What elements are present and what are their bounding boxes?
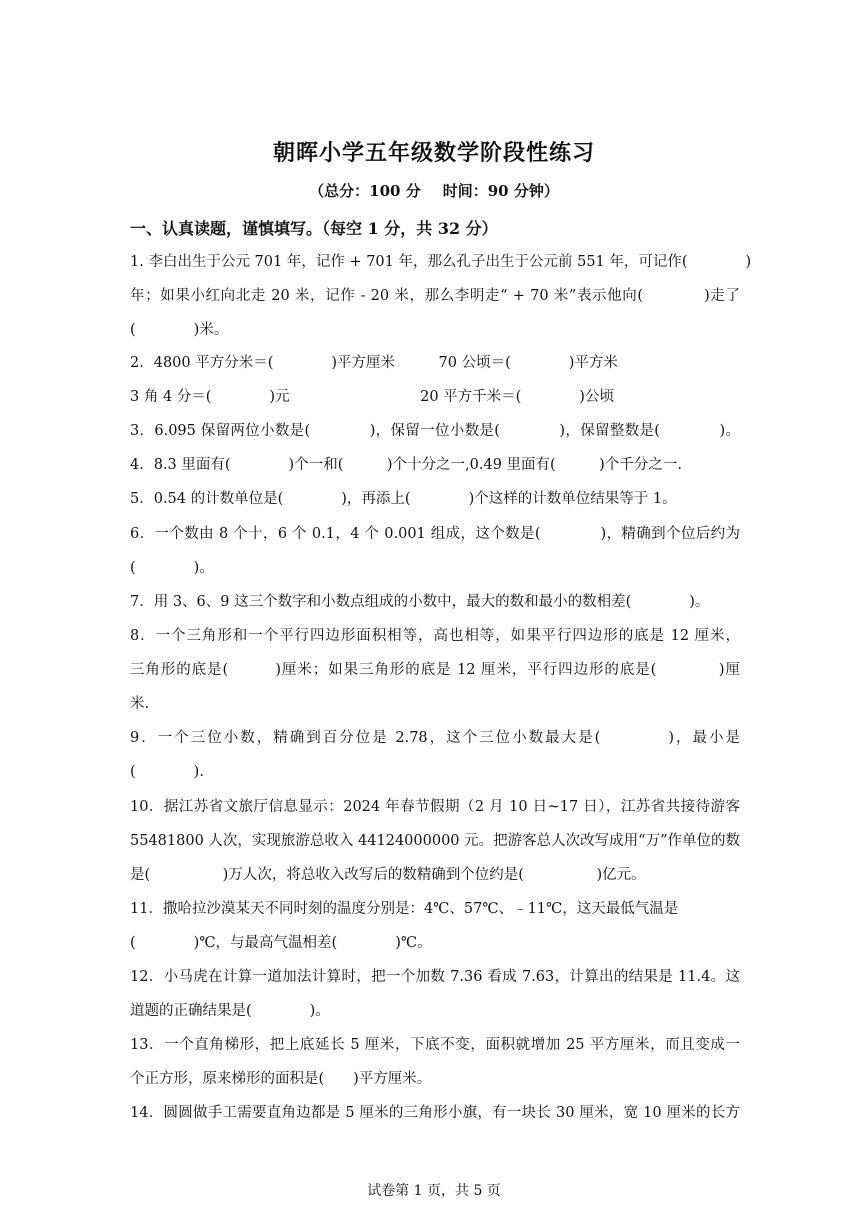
question-line: 三角形的底是( )厘米；如果三角形的底是 12 厘米，平行四边形的底是( )厘 xyxy=(130,662,740,678)
question-line: 3．6.095 保留两位小数是( )，保留一位小数是( )，保留整数是( )。 xyxy=(130,423,740,439)
question-line: 4．8.3 里面有( )个一和( )个十分之一,0.49 里面有( )个千分之一. xyxy=(130,457,682,473)
time-limit: 时间：90 分钟） xyxy=(442,182,559,200)
question-line: 1. 李白出生于公元 701 年，记作 + 701 年，那么孔子出生于公元前 551 年，可记作( ) xyxy=(130,254,752,270)
question-line: 9．一个三位小数，精确到百分位是 2.78，这个三位小数最大是( )，最小是 xyxy=(130,730,740,746)
section-heading: 一、认真读题，谨慎填写。（每空 1 分，共 32 分） xyxy=(130,219,498,238)
question-line: 2．4800 平方分米＝( )平方厘米 70 公顷＝( )平方米 xyxy=(130,355,618,371)
total-score: （总分：100 分 xyxy=(309,182,421,200)
question-line: 11．撒哈拉沙漠某天不同时刻的温度分别是：4℃、57℃、﹣11℃，这天最低气温是 xyxy=(130,901,679,917)
question-line: 10．据江苏省文旅厅信息显示：2024 年春节假期（2 月 10 日~17 日），江苏省共接待游客 xyxy=(130,799,740,815)
question-line: 8．一个三角形和一个平行四边形面积相等，高也相等，如果平行四边形的底是 12 厘米， xyxy=(130,628,740,644)
question-line: ( ). xyxy=(130,764,204,780)
question-line: 5．0.54 的计数单位是( )，再添上( )个这样的计数单位结果等于 1。 xyxy=(130,491,677,507)
question-line: 是( )万人次，将总收入改写后的数精确到个位约是( )亿元。 xyxy=(130,867,646,883)
question-line: ( )。 xyxy=(130,560,214,576)
page-footer: 试卷第 1 页，共 5 页 xyxy=(367,1183,501,1199)
question-line: 7．用 3、6、9 这三个数字和小数点组成的小数中，最大的数和最小的数相差( )。 xyxy=(130,594,710,610)
question-line: ( )米。 xyxy=(130,322,229,338)
question-line: 米. xyxy=(130,696,150,712)
question-line: 个正方形，原来梯形的面积是( )平方厘米。 xyxy=(130,1071,432,1087)
question-line: 道题的正确结果是( )。 xyxy=(130,1003,330,1019)
page-subtitle xyxy=(0,180,868,201)
question-line: 14．圆圆做手工需要直角边都是 5 厘米的三角形小旗，有一块长 30 厘米，宽 10 厘米的长方 xyxy=(130,1105,740,1121)
question-line: 6．一个数由 8 个十，6 个 0.1，4 个 0.001 组成，这个数是( )，精确到个位后约为 xyxy=(130,526,740,542)
question-line: 12．小马虎在计算一道加法计算时，把一个加数 7.36 看成 7.63，计算出的结果是 11.4。这 xyxy=(130,969,740,985)
question-line: 3 角 4 分＝( )元 20 平方千米＝( )公顷 xyxy=(130,389,614,405)
question-line: 年；如果小红向北走 20 米，记作 - 20 米，那么李明走“ + 70 米”表示他向( )走了 xyxy=(130,288,740,304)
page-title: 朝晖小学五年级数学阶段性练习 xyxy=(272,140,595,166)
question-line: 13．一个直角梯形，把上底延长 5 厘米，下底不变，面积就增加 25 平方厘米，而且变成一 xyxy=(130,1037,740,1053)
question-line: 55481800 人次，实现旅游总收入 44124000000 元。把游客总人次改写成用“万”作单位的数 xyxy=(130,833,740,849)
question-line: ( )℃，与最高气温相差( )℃。 xyxy=(130,935,432,951)
